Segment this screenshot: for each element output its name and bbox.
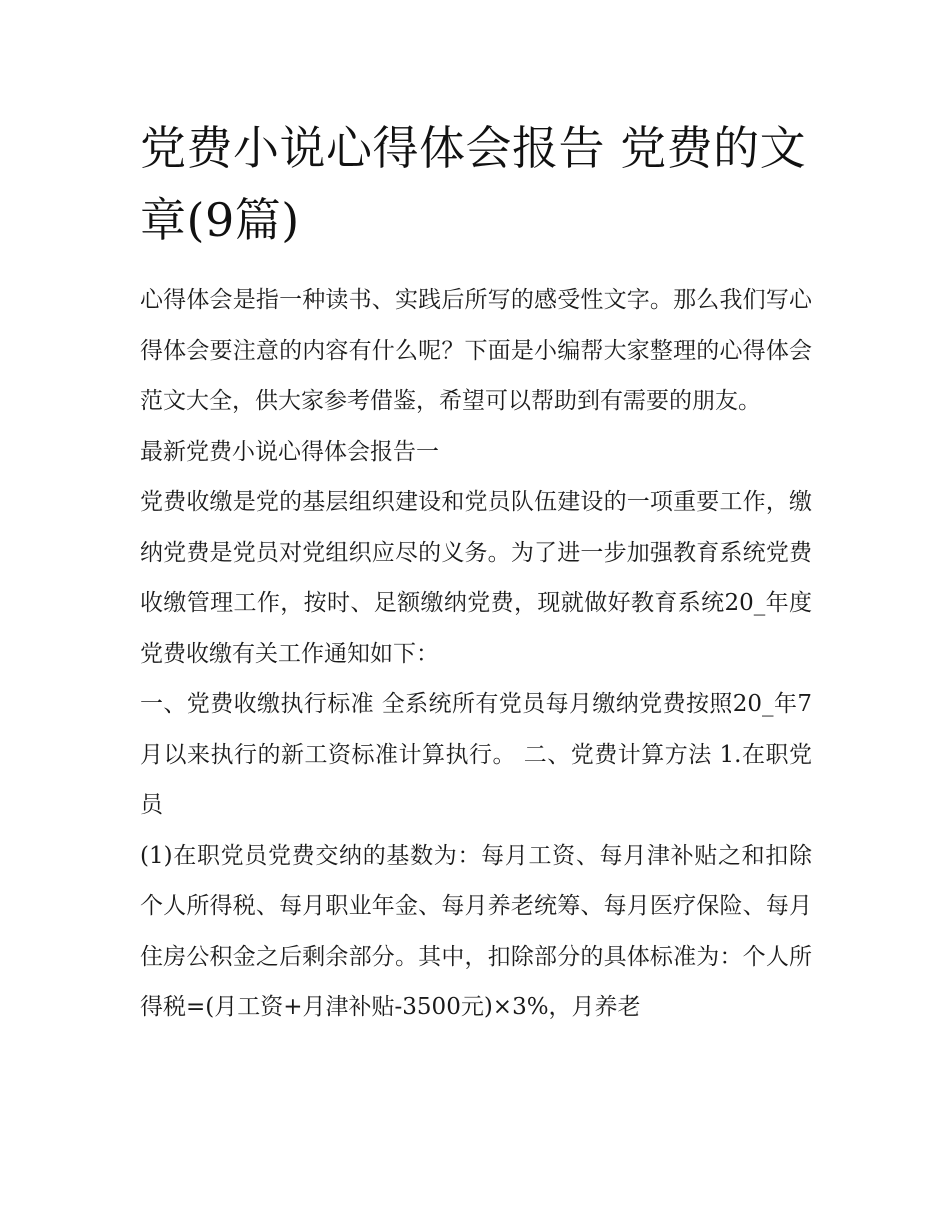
- document-content: [140, 112, 812, 1033]
- body-paragraph: 党费收缴是党的基层组织建设和党员队伍建设的一项重要工作，缴纳党费是党员对党组织应尽的义务。为了进一步加强教育系统党费收缴管理工作，按时、足额缴纳党费，现就做好教育系统20_年度党费收缴有关工作通知如下：: [140, 489, 812, 667]
- document-body: [140, 275, 812, 1033]
- intro-paragraph: 心得体会是指一种读书、实践后所写的感受性文字。那么我们写心得体会要注意的内容有什么呢？下面是小编帮大家整理的心得体会范文大全，供大家参考借鉴，希望可以帮助到有需要的朋友。: [140, 287, 812, 414]
- document-title: 党费小说心得体会报告 党费的文章(9篇): [140, 121, 807, 247]
- body-paragraph: (1)在职党员党费交纳的基数为：每月工资、每月津补贴之和扣除个人所得税、每月职业年金、每月养老统筹、每月医疗保险、每月住房公积金之后剩余部分。其中，扣除部分的具体标准为：个人所得税=(月工资+月津补贴-3500元)×3%，月养老: [140, 842, 812, 1020]
- section-heading: 最新党费小说心得体会报告一: [140, 438, 439, 465]
- body-paragraph: 一、党费收缴执行标准 全系统所有党员每月缴纳党费按照20_年7月以来执行的新工资标准计算执行。 二、党费计算方法 1.在职党员: [140, 691, 812, 818]
